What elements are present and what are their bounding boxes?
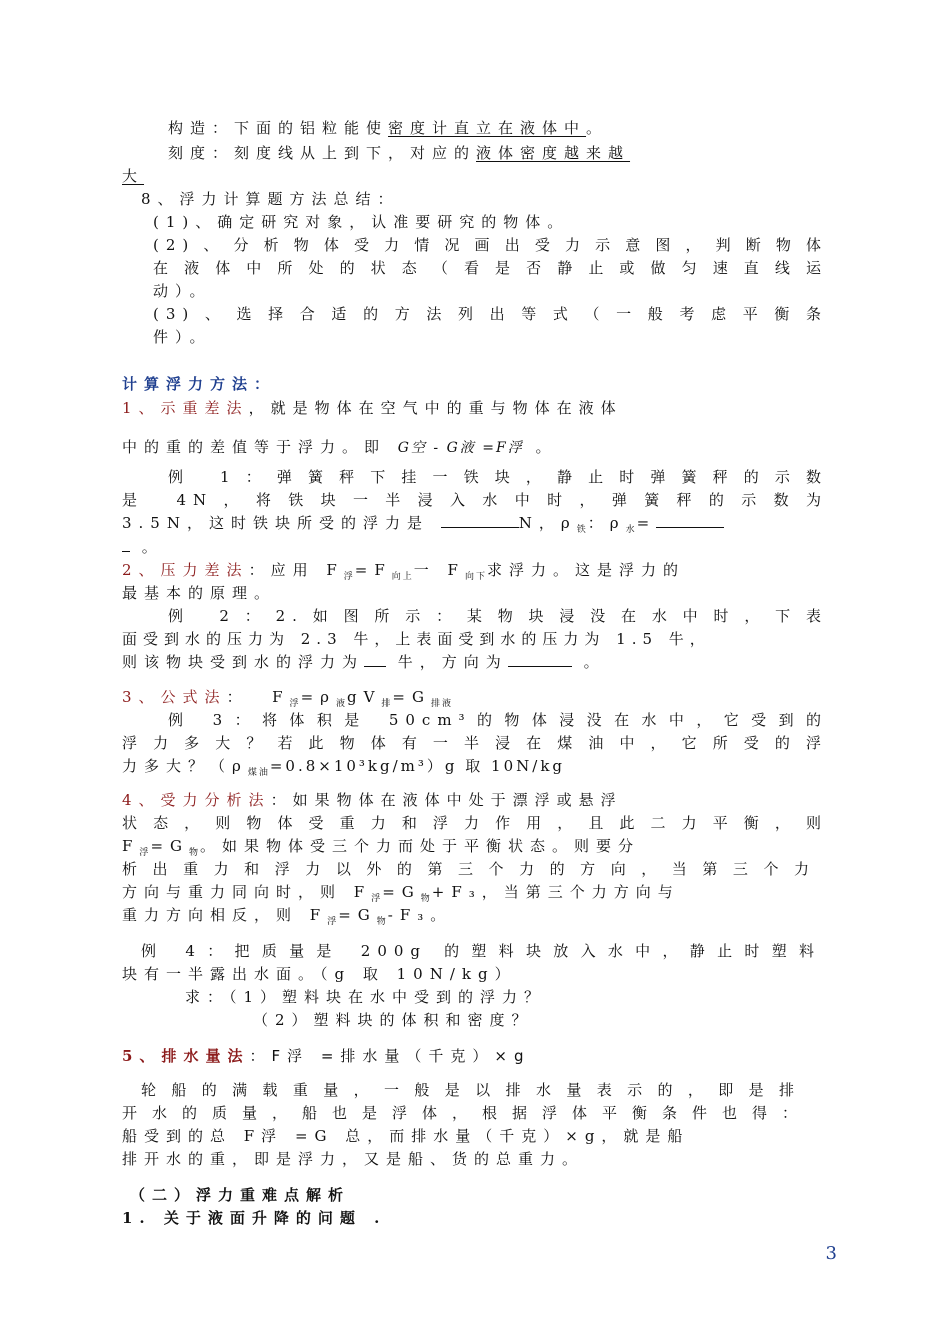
text: 方向与重力同向时，则 F [122, 883, 372, 901]
answer-blank[interactable] [508, 652, 572, 667]
method-number: 2、 [122, 561, 161, 579]
subscript: 排 [381, 699, 393, 709]
method-number: 4、 [122, 791, 161, 809]
paragraph-line-2: 开水的质量，船也是浮体，根据浮体平衡条件也得： [122, 1104, 804, 1122]
subscript: 向上 [391, 572, 414, 582]
subscript: 浮 [289, 699, 301, 709]
text: 3.5N，这时铁块所受的浮力是 [122, 514, 429, 532]
text: 。 [535, 438, 558, 456]
example-1-line-2: 是 4N，将铁块一半浸入水中时，弹簧秤的示数为 [122, 491, 828, 509]
formula: G空 - G液 =F浮 [397, 440, 524, 456]
text: 力多大？（ρ [122, 757, 248, 775]
example-4-line-1: 例 4：把质量是 200g 的塑料块放入水中，静止时塑料 [141, 942, 821, 960]
underlined-answer: 液体密度越来越 [476, 144, 631, 162]
method-name: 公式法 [160, 688, 227, 706]
text: ，就是物体在空气中的重与物体在液体 [248, 399, 623, 417]
text: 。 [141, 538, 164, 556]
text: =G [382, 883, 421, 901]
underlined-answer: 密度计直立在液体中 [388, 119, 587, 137]
text: 重力方向相反，则 F [122, 906, 328, 924]
text: 。 [586, 119, 609, 137]
text: 求浮力。这是浮力的 [486, 561, 685, 579]
text: =0.8×10³kg/m³）g 取 10N/kg [269, 757, 566, 775]
method-name: 受力分析法 [160, 791, 271, 809]
method-4-line-2: 状态，则物体受重力和浮力作用，且此二力平衡，则 [122, 814, 828, 832]
method-4-line-6 [122, 905, 828, 932]
step-3: (3)、选择合适的方法列出等式（一般考虑平衡条 [153, 305, 828, 323]
text: ：ρ [587, 514, 626, 532]
method-2-line-2: 最基本的原理。 [122, 584, 277, 602]
method-4-line-4: 析出重力和浮力以外的第三个力的方向，当第三个力 [122, 860, 816, 878]
example-2-line-2: 面受到水的压力为 2.3 牛，上表面受到水的压力为 1.5 牛， [122, 630, 711, 648]
text: 则该物块受到水的浮力为 [122, 653, 365, 671]
answer-blank[interactable] [122, 537, 130, 552]
step-2: (2)、分析物体受力情况画出受力示意图，判断物体 [153, 236, 828, 254]
example-4-question-1: 求：（1）塑料块在水中受到的浮力？ [185, 988, 547, 1006]
text: -F₃。 [387, 906, 453, 924]
step-3-end: 件）。 [153, 328, 212, 346]
example-1-line-3 [122, 513, 828, 540]
example-2-line-3 [122, 652, 828, 672]
text: ：应用 F [248, 561, 344, 579]
text: = [636, 514, 657, 532]
subscript: 浮 [139, 848, 151, 858]
hydrometer-scale-line [168, 143, 828, 163]
text: 中的重的差值等于浮力。即 [122, 438, 387, 456]
text: 。如果物体受三个力而处于平衡状态。则要分 [200, 837, 641, 855]
paragraph-line-3: 船受到的总 F浮 =G 总，而排水量（千克）×g，就是船 [122, 1127, 690, 1145]
subscript: 水 [625, 525, 637, 535]
example-3-line-1: 例 3：将体积是 50cm³的物体浸没在水中，它受到的 [168, 711, 828, 729]
text: 牛，方向为 [397, 653, 508, 671]
text: F [122, 837, 140, 855]
method-number: 5、 [122, 1047, 162, 1065]
subscript: 物 [189, 848, 201, 858]
example-4-question-2: （2）塑料块的体积和密度？ [253, 1011, 534, 1029]
step-1: (1)、确定研究对象，认准要研究的物体。 [153, 213, 570, 231]
subscript: 铁 [576, 525, 588, 535]
text: gV [346, 688, 382, 706]
example-1-line-4 [122, 537, 828, 557]
method-1-line-2 [122, 437, 828, 458]
answer-blank[interactable] [656, 513, 724, 528]
text: 。 [583, 653, 606, 671]
hydrometer-structure-line [168, 118, 828, 138]
subscript: 物 [420, 894, 432, 904]
text: =ρ [300, 688, 336, 706]
subscript: 排液 [430, 699, 453, 709]
subscript: 煤油 [247, 768, 270, 778]
subscript: 物 [376, 917, 388, 927]
example-2-line-1: 例 2：2.如图所示：某物块浸没在水中时，下表 [168, 607, 828, 625]
text: =G [392, 688, 431, 706]
subsection-heading: （二）浮力重难点解析 [130, 1186, 351, 1204]
text: ： [226, 688, 249, 706]
text: 一 F [413, 561, 465, 579]
subscript: 浮 [327, 917, 339, 927]
method-1-line [122, 398, 828, 418]
method-number: 3、 [122, 688, 161, 706]
text: ：如果物体在液体中处于漂浮或悬浮 [270, 791, 623, 809]
method-4-line [122, 790, 802, 810]
text: 构造：下面的铝粒能使 [168, 119, 389, 137]
text: +F₃，当第三个力方向与 [431, 883, 680, 901]
method-5-line [122, 1046, 828, 1066]
example-3-line-3 [122, 756, 828, 783]
text: ：F浮 =排水量（千克）×g [249, 1047, 531, 1065]
example-3-line-2: 浮力多大？若此物体有一半浸在煤油中，它所受的浮 [122, 734, 828, 752]
subscript: 浮 [371, 894, 383, 904]
method-name: 示重差法 [160, 399, 249, 417]
answer-blank[interactable] [364, 652, 386, 667]
method-name: 排水量法 [161, 1047, 250, 1065]
example-1-line-1: 例 1：弹簧秤下挂一铁块，静止时弹簧秤的示数 [168, 468, 828, 486]
topic-heading: 1. 关于液面升降的问题 . [122, 1209, 387, 1227]
text: =G [150, 837, 189, 855]
answer-blank[interactable] [441, 513, 519, 528]
subscript: 向下 [464, 572, 487, 582]
subscript: 浮 [343, 572, 355, 582]
example-4-line-2: 块有一半露出水面。（g 取 10N/kg） [122, 965, 517, 983]
text: 刻度：刻度线从上到下，对应的 [168, 144, 477, 162]
paragraph-line-1: 轮船的满载重量，一般是以排水量表示的，即是排 [141, 1081, 801, 1099]
step-2-end: 动）。 [153, 282, 212, 300]
subscript: 液 [335, 699, 347, 709]
hydrometer-scale-cont [122, 166, 828, 186]
method-number: 1、 [122, 399, 161, 417]
method-summary-heading: 8、浮力计算题方法总结： [141, 190, 400, 208]
step-2-cont: 在液体中所处的状态（看是否静止或做匀速直线运 [153, 259, 828, 277]
method-name: 压力差法 [160, 561, 249, 579]
section-heading: 计算浮力方法： [122, 375, 277, 393]
text: N，ρ [518, 514, 577, 532]
text: =F [354, 561, 392, 579]
text: =G [338, 906, 377, 924]
paragraph-line-4: 排开水的重，即是浮力，又是船、货的总重力。 [122, 1150, 585, 1168]
text: F [272, 688, 290, 706]
page-number: 3 [825, 1243, 837, 1264]
underlined-answer: 大 [122, 167, 145, 185]
